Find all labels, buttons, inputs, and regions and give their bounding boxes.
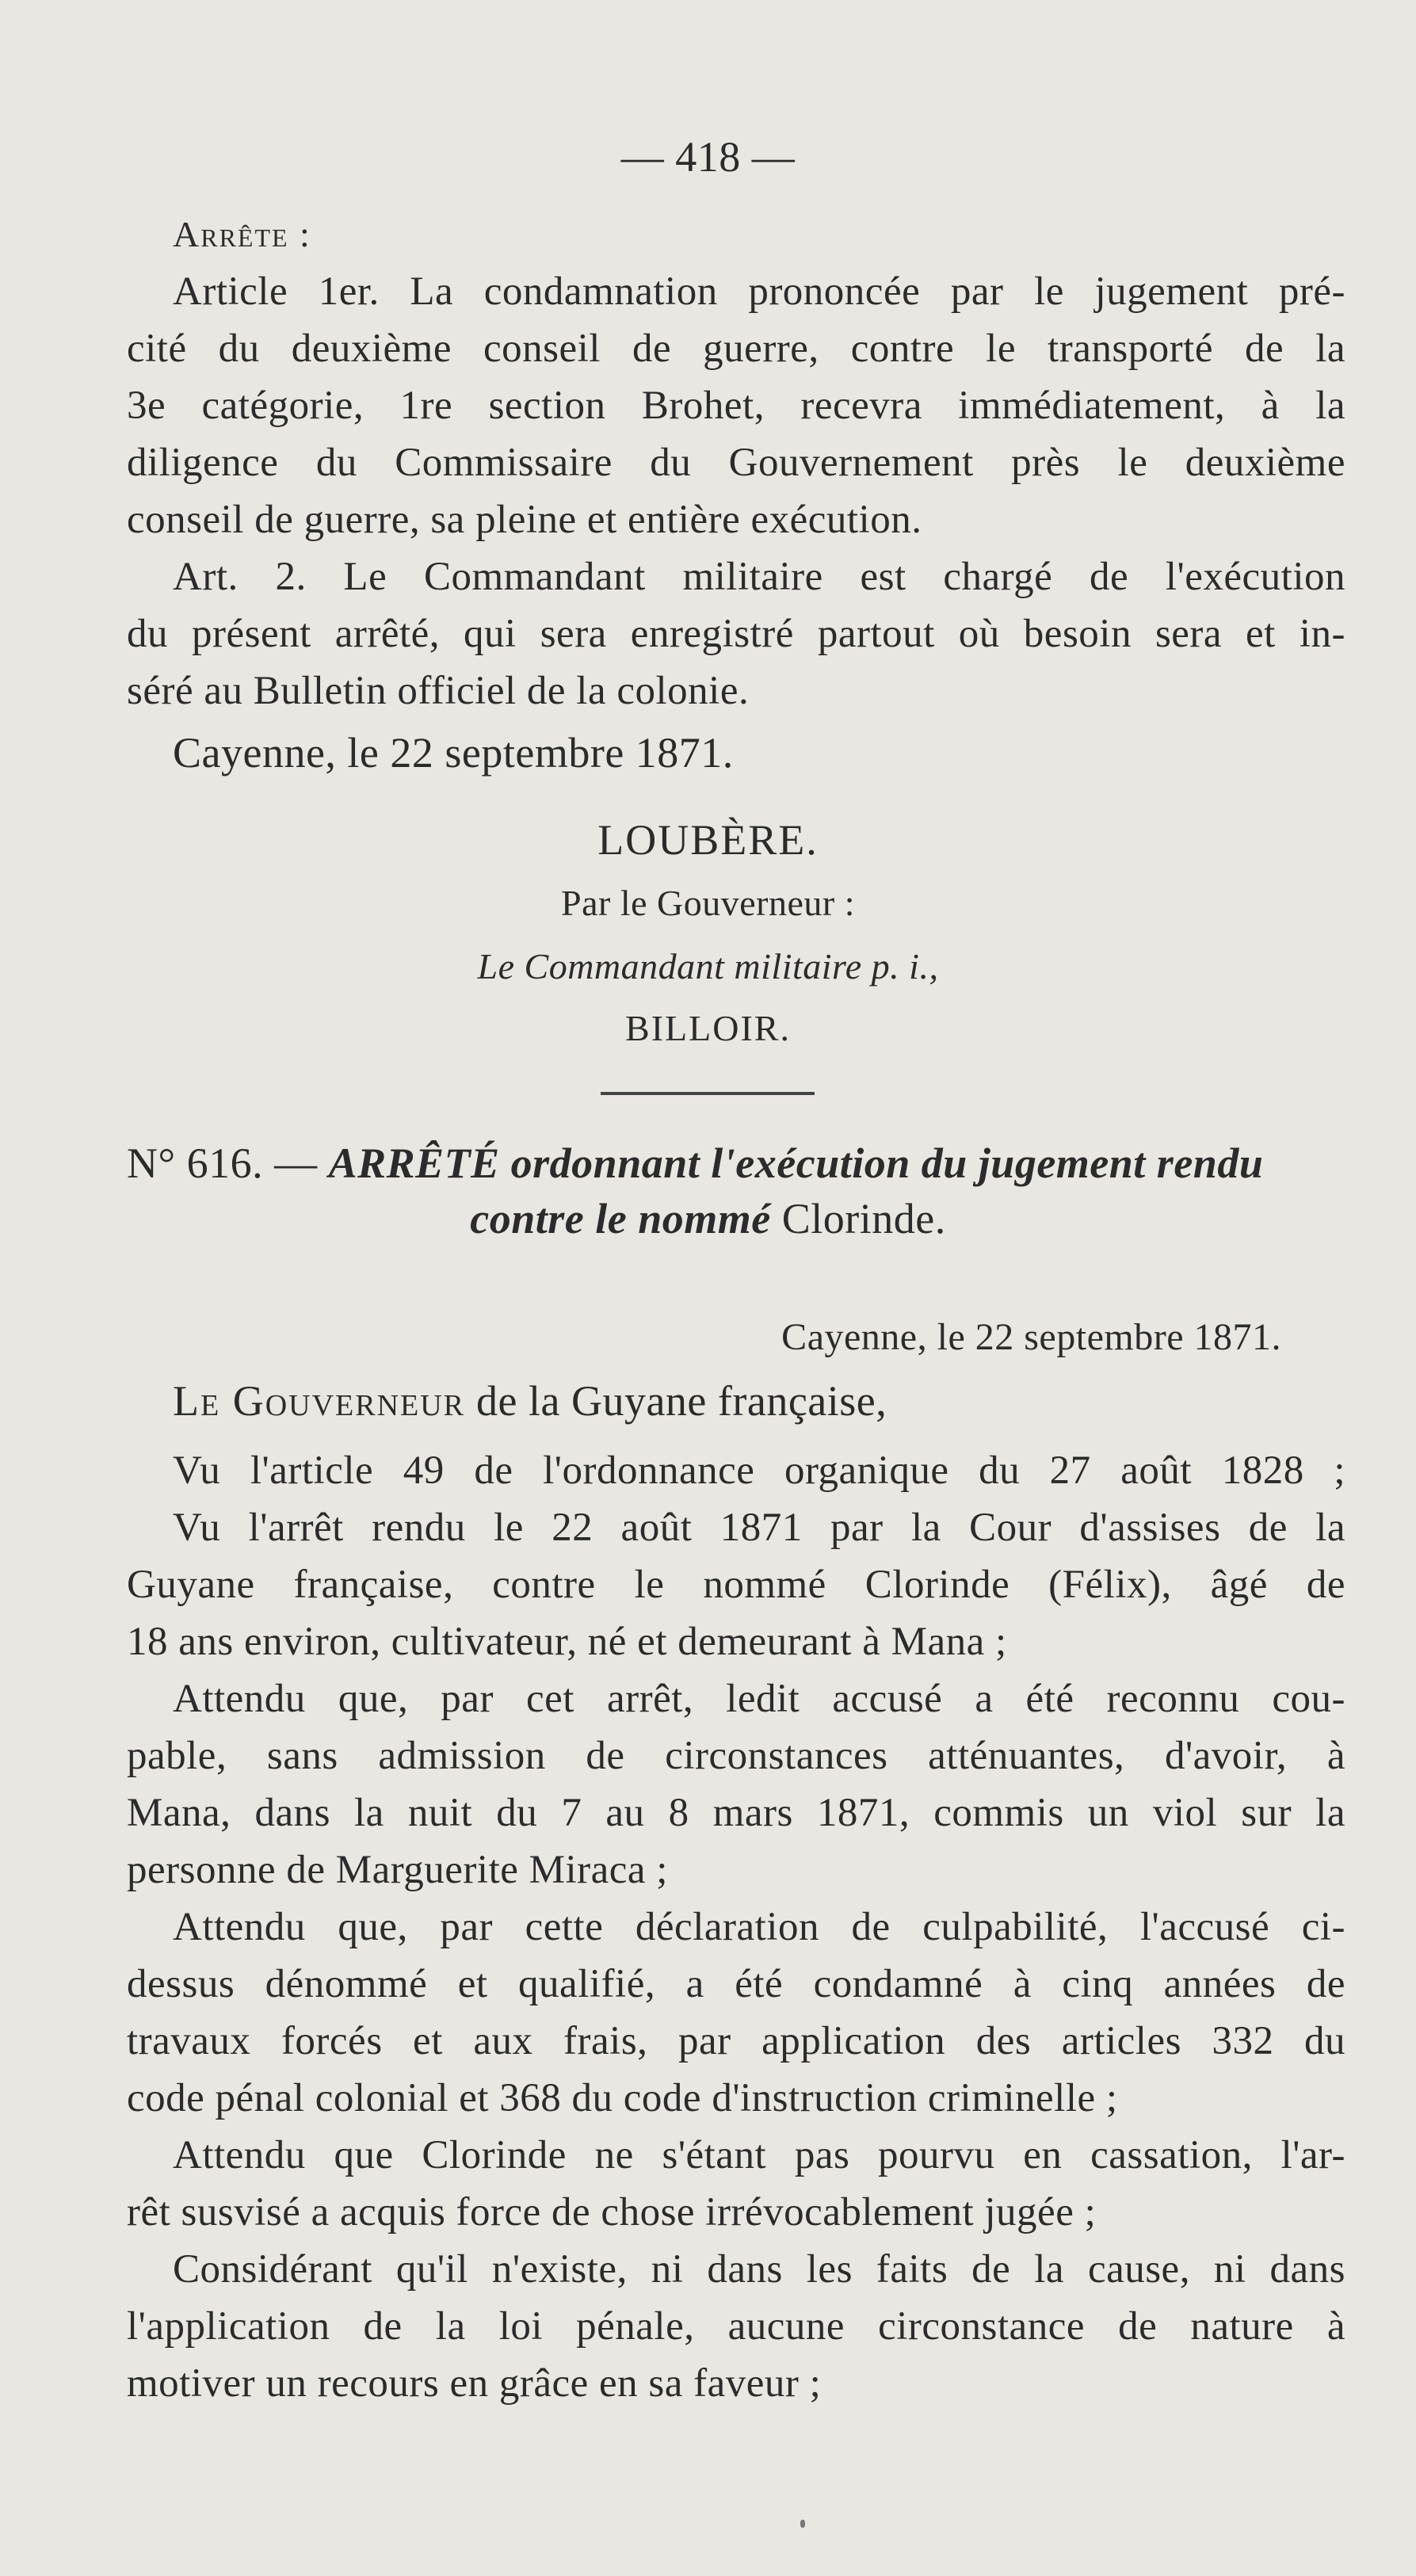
paragraph-line: diligence du Commissaire du Gouvernement près le deuxième — [127, 441, 1345, 485]
arrete-heading: Arrête : — [173, 214, 311, 254]
paragraph-line: Attendu que Clorinde ne s'étant pas pourvu en cassation, l'ar- — [173, 2133, 1345, 2177]
paragraph-line: Guyane française, contre le nommé Clorinde (Félix), âgé de — [127, 1563, 1345, 1607]
paragraph-line: Vu l'article 49 de l'ordonnance organique du 27 août 1828 ; — [173, 1448, 1345, 1493]
paragraph-line: du présent arrêté, qui sera enregistré partout où besoin sera et in- — [127, 612, 1345, 656]
paragraph-line: travaux forcés et aux frais, par application des articles 332 du — [127, 2019, 1345, 2063]
paragraph-line: Art. 2. Le Commandant militaire est chargé de l'exécution — [173, 555, 1345, 599]
paragraph-line: pable, sans admission de circonstances atténuantes, d'avoir, à — [127, 1734, 1345, 1778]
paragraph-line: Vu l'arrêt rendu le 22 août 1871 par la Cour d'assises de la — [173, 1506, 1345, 1550]
par-le-gouverneur: Par le Gouverneur : — [561, 883, 855, 923]
paragraph-line: rêt susvisé a acquis force de chose irrévocablement jugée ; — [127, 2190, 1097, 2234]
commandant-title: Le Commandant militaire p. i., — [477, 946, 939, 987]
paragraph-line: 18 ans environ, cultivateur, né et demeurant à Mana ; — [127, 1620, 1007, 1664]
paragraph-line: Mana, dans la nuit du 7 au 8 mars 1871, commis un viol sur la — [127, 1791, 1345, 1835]
paragraph-line: l'application de la loi pénale, aucune circonstance de nature à — [127, 2304, 1345, 2349]
arrete-number: N° 616. — — [127, 1139, 318, 1187]
paragraph-line: 3e catégorie, 1re section Brohet, recevra immédiatement, à la — [127, 384, 1345, 428]
paragraph-line: Article 1er. La condamnation prononcée par le jugement pré- — [173, 269, 1345, 314]
paragraph-line: code pénal colonial et 368 du code d'instruction criminelle ; — [127, 2076, 1118, 2120]
gouverneur-rest: de la Guyane française, — [476, 1377, 887, 1425]
countersign-name: BILLOIR. — [625, 1008, 791, 1048]
decree-date: Cayenne, le 22 septembre 1871. — [781, 1316, 1281, 1358]
paragraph-line: cité du deuxième conseil de guerre, contre le transporté de la — [127, 326, 1345, 371]
paragraph-line: conseil de guerre, sa pleine et entière exécution. — [127, 498, 922, 542]
paragraph-line: Attendu que, par cette déclaration de culpabilité, l'accusé ci- — [173, 1905, 1345, 1949]
separator-rule — [601, 1092, 815, 1095]
paragraph-line: Considérant qu'il n'existe, ni dans les faits de la cause, ni dans — [173, 2247, 1345, 2292]
paragraph-line: séré au Bulletin officiel de la colonie. — [127, 669, 750, 713]
arrete-title: ARRÊTÉ ordonnant l'exécution du jugement rendu — [328, 1139, 1264, 1187]
gouverneur-caps: Le Gouverneur — [173, 1377, 466, 1425]
paragraph-line: personne de Marguerite Miraca ; — [127, 1848, 668, 1892]
arrete-title-cont: contre le nommé — [470, 1195, 771, 1242]
signatory-name: LOUBÈRE. — [597, 816, 819, 864]
paragraph-line: motiver un recours en grâce en sa faveur ; — [127, 2361, 822, 2406]
paper-speck — [800, 2520, 805, 2528]
date-line: Cayenne, le 22 septembre 1871. — [173, 729, 734, 777]
page-number: — 418 — — [620, 133, 796, 181]
paragraph-line: Attendu que, par cet arrêt, ledit accusé a été reconnu cou- — [173, 1677, 1345, 1721]
arrete-title-name: Clorinde. — [781, 1195, 946, 1242]
paragraph-line: dessus dénommé et qualifié, a été condamné à cinq années de — [127, 1962, 1345, 2006]
